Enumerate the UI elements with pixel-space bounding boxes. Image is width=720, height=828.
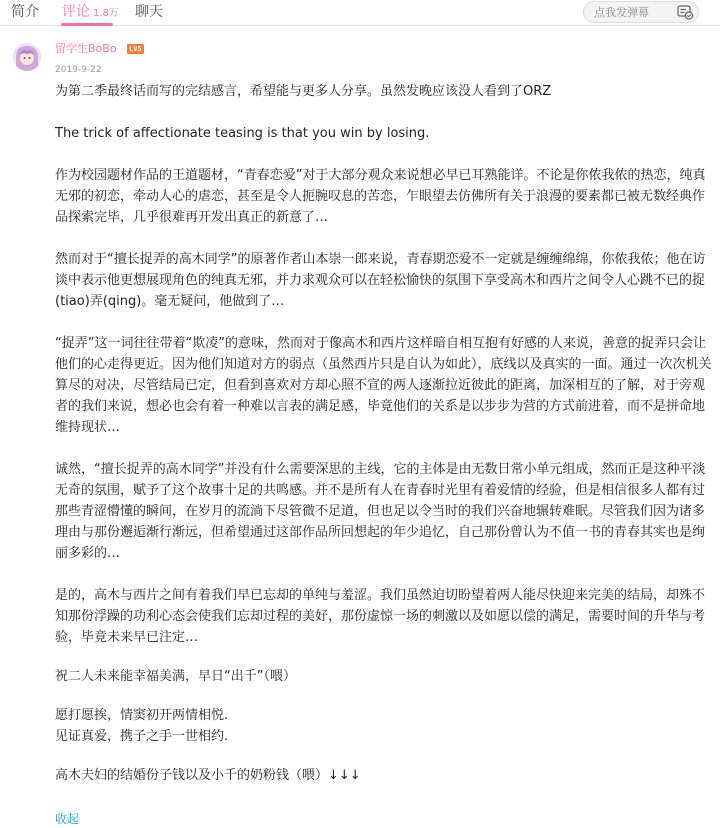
tab-comments-label: 评论 [62, 4, 90, 20]
danmaku-toggle-icon-graphic [676, 3, 694, 21]
tab-intro-label: 简介 [11, 4, 39, 20]
danmaku-toggle-icon[interactable] [676, 3, 694, 21]
danmaku-input[interactable] [594, 4, 666, 20]
comment-paragraph: The trick of affectionate teasing is that you win by losing. [55, 126, 430, 141]
avatar-image [13, 43, 41, 71]
comment-paragraph: “捉弄”这一词往往带着“欺凌”的意味，然而对于像高木和西片这样暗自相互抱有好感的人来说，善意的捉弄只会让他们的心走得更近。因为他们知道对方的弱点（虽然西片只是自认为如此），底线以及真实的一面。通过一次次机关算尽的对决，尽管结局已定，但看到喜欢对方却心照不宣的两人逐渐拉近彼此的距离，加深相互的了解，对于旁观者的我们来说，想必也会有着一种难以言表的满足感，毕竟他们的关系是以步步为营的方式前进着，而不是拼命地维持现状… [55, 336, 712, 435]
active-tab-indicator [61, 23, 113, 26]
collapse-link[interactable]: 收起 [55, 812, 80, 826]
comment-paragraph: 为第二季最终话而写的完结感言，希望能与更多人分享。虽然发晚应该没人看到了ORZ [55, 84, 552, 99]
tab-comments[interactable] [62, 3, 119, 23]
comments-count: 1.8万 [93, 8, 119, 19]
comment-date: 2019-9-22 [55, 65, 102, 75]
comment-paragraph: 然而对于“擅长捉弄的高木同学”的原著作者山本崇一郎来说，青春期恋爱不一定就是缠缠绵绵，你侬我侬；他在访谈中表示他更想展现角色的纯真无邪，并力求观众可以在轻松愉快的氛围下享受高木和西片之间令人心跳不已的捉(tiao)弄(qing)。毫无疑问，他做到了… [55, 252, 706, 309]
tab-chat-label: 聊天 [135, 4, 163, 20]
comment-paragraph: 是的，高木与西片之间有着我们早已忘却的单纯与羞涩。我们虽然迫切盼望着两人能尽快迎来完美的结局，却殊不知那份浮躁的功利心态会使我们忘却过程的美好，那份虚惊一场的刺激以及如愿以偿的满足，需要时间的升华与考验，毕竟未来早已注定… [55, 588, 706, 645]
comment-paragraph: 祝二人未来能幸福美满，早日“出千”（喂） [55, 669, 296, 684]
avatar[interactable] [13, 43, 41, 71]
tab-bar [0, 0, 720, 26]
comment-paragraph: 诚然，“擅长捉弄的高木同学”并没有什么需要深思的主线，它的主体是由无数日常小单元组成，然而正是这种平淡无奇的氛围，赋予了这个故事十足的共鸣感。并不是所有人在青春时光里有着爱情的经验，但是相信很多人都有过那些青涩懵懂的瞬间，在岁月的流淌下尽管微不足道，但也足以令当时的我们兴奋地辗转难眠。尽管我们因为诸多理由与那份邂逅渐行渐远，但希望通过这部作品所回想起的年少追忆，自己那份曾认为不值一书的青春其实也是绚丽多彩的… [55, 462, 706, 561]
comment-paragraph: 见证真爱，携子之手一世相约. [55, 729, 229, 744]
comment-paragraph: 高木夫妇的结婚份子钱以及小千的奶粉钱（喂）↓↓↓ [55, 768, 361, 783]
comment-body [55, 81, 715, 786]
tab-chat[interactable] [135, 3, 163, 21]
username[interactable]: 留学生BoBo [55, 42, 117, 55]
danmaku-box [583, 1, 699, 23]
tab-intro[interactable] [11, 3, 39, 21]
level-badge: LV5 [129, 45, 142, 53]
comment-paragraph: 愿打愿挨，情窦初开两情相悦. [55, 708, 229, 723]
comment-paragraph: 作为校园题材作品的王道题材，“青春恋爱”对于大部分观众来说想必早已耳熟能详。不论是你侬我侬的热恋，纯真无邪的初恋，牵动人心的虐恋，甚至是令人扼腕叹息的苦恋，乍眼望去仿佛所有关于浪漫的要素都已被无数经典作品探索完毕，几乎很难再开发出真正的新意了… [55, 168, 706, 225]
